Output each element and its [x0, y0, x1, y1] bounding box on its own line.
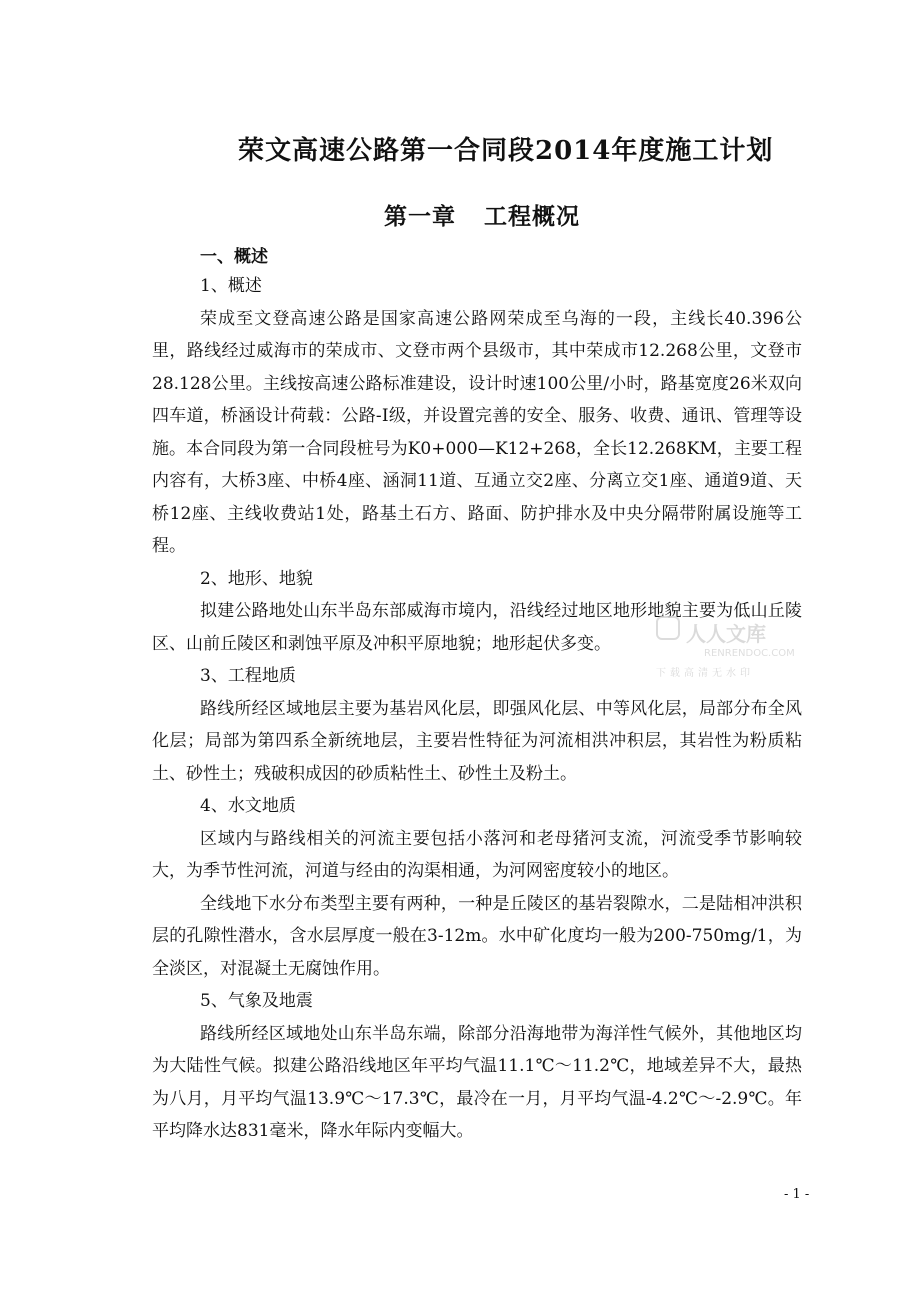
subsection-heading-hydrogeology: 4、水文地质 [200, 796, 296, 816]
subsection-heading-climate: 5、气象及地震 [200, 991, 313, 1011]
paragraph-climate: 路线所经区域地处山东半岛东端，除部分沿海地带为海洋性气候外，其他地区均为大陆性气候。拟建公路沿线地区年平均气温11.1℃～11.2℃，地域差异不大，最热为八月，月平均气温13.9℃～17.3℃，最冷在一月，月平均气温-4.2℃～-2.9℃。年平均降水达831毫米，降水年际内变幅大。 [152, 1023, 802, 1141]
page-number: - 1 - [784, 1187, 810, 1202]
subsection-heading-geology: 3、工程地质 [200, 666, 296, 686]
paragraph-groundwater: 全线地下水分布类型主要有两种，一种是丘陵区的基岩裂隙水，二是陆相冲洪积层的孔隙性潜水，含水层厚度一般在3-12m。水中矿化度均一般为200-750mg/1，为全淡区，对混凝土无腐蚀作用。 [152, 893, 802, 979]
body-text [152, 270, 802, 1148]
subsection-heading-terrain: 2、地形、地貌 [200, 568, 313, 589]
section-heading: 一、概述 [200, 247, 268, 267]
paragraph-rivers: 区域内与路线相关的河流主要包括小落河和老母猪河支流，河流受季节影响较大，为季节性河流，河道与经由的沟渠相通，为河网密度较小的地区。 [152, 828, 802, 881]
watermark-brand: 人人文库 [686, 622, 766, 646]
chapter-heading [384, 198, 580, 231]
paragraph-overview: 荣成至文登高速公路是国家高速公路网荣成至乌海的一段，主线长40.396公里，路线经过威海市的荣成市、文登市两个县级市，其中荣成市12.268公里，文登市28.128公里。主线按高速公路标准建设，设计时速100公里/小时，路基宽度26米双向四车道，桥涵设计荷载：公路-Ⅰ级，并设置完善的安全、服务、收费、通讯、管理等设施。本合同段为第一合同段桩号为K0+000—K12+268，全长12.268KM，主要工程内容有，大桥3座、中桥4座、涵洞11道、互通立交2座、分离立交1座、通道9道、天桥12座、主线收费站1处，路基土石方、路面、防护排水及中央分隔带附属设施等工程。 [152, 308, 802, 556]
watermark-domain: RENRENDOC.COM [704, 648, 795, 659]
paragraph-terrain: 拟建公路地处山东半岛东部威海市境内，沿线经过地区地形地貌主要为低山丘陵区、山前丘陵区和剥蚀平原及冲积平原地貌；地形起伏多变。 [152, 601, 802, 654]
paragraph-geology: 路线所经区域地层主要为基岩风化层，即强风化层、中等风化层，局部分布全风化层；局部为第四系全新统地层，主要岩性特征为河流相洪冲积层，其岩性为粉质粘土、砂性土；残破积成因的砂质粘性土、砂性土及粉土。 [152, 698, 802, 784]
watermark-tagline: 下载高清无水印 [656, 668, 754, 679]
chapter-number: 第一章 [384, 203, 456, 230]
subsection-heading-overview: 1、概述 [200, 276, 262, 296]
document-title: 荣文高速公路第一合同段2014年度施工计划 [238, 136, 774, 166]
chapter-name: 工程概况 [484, 203, 580, 230]
